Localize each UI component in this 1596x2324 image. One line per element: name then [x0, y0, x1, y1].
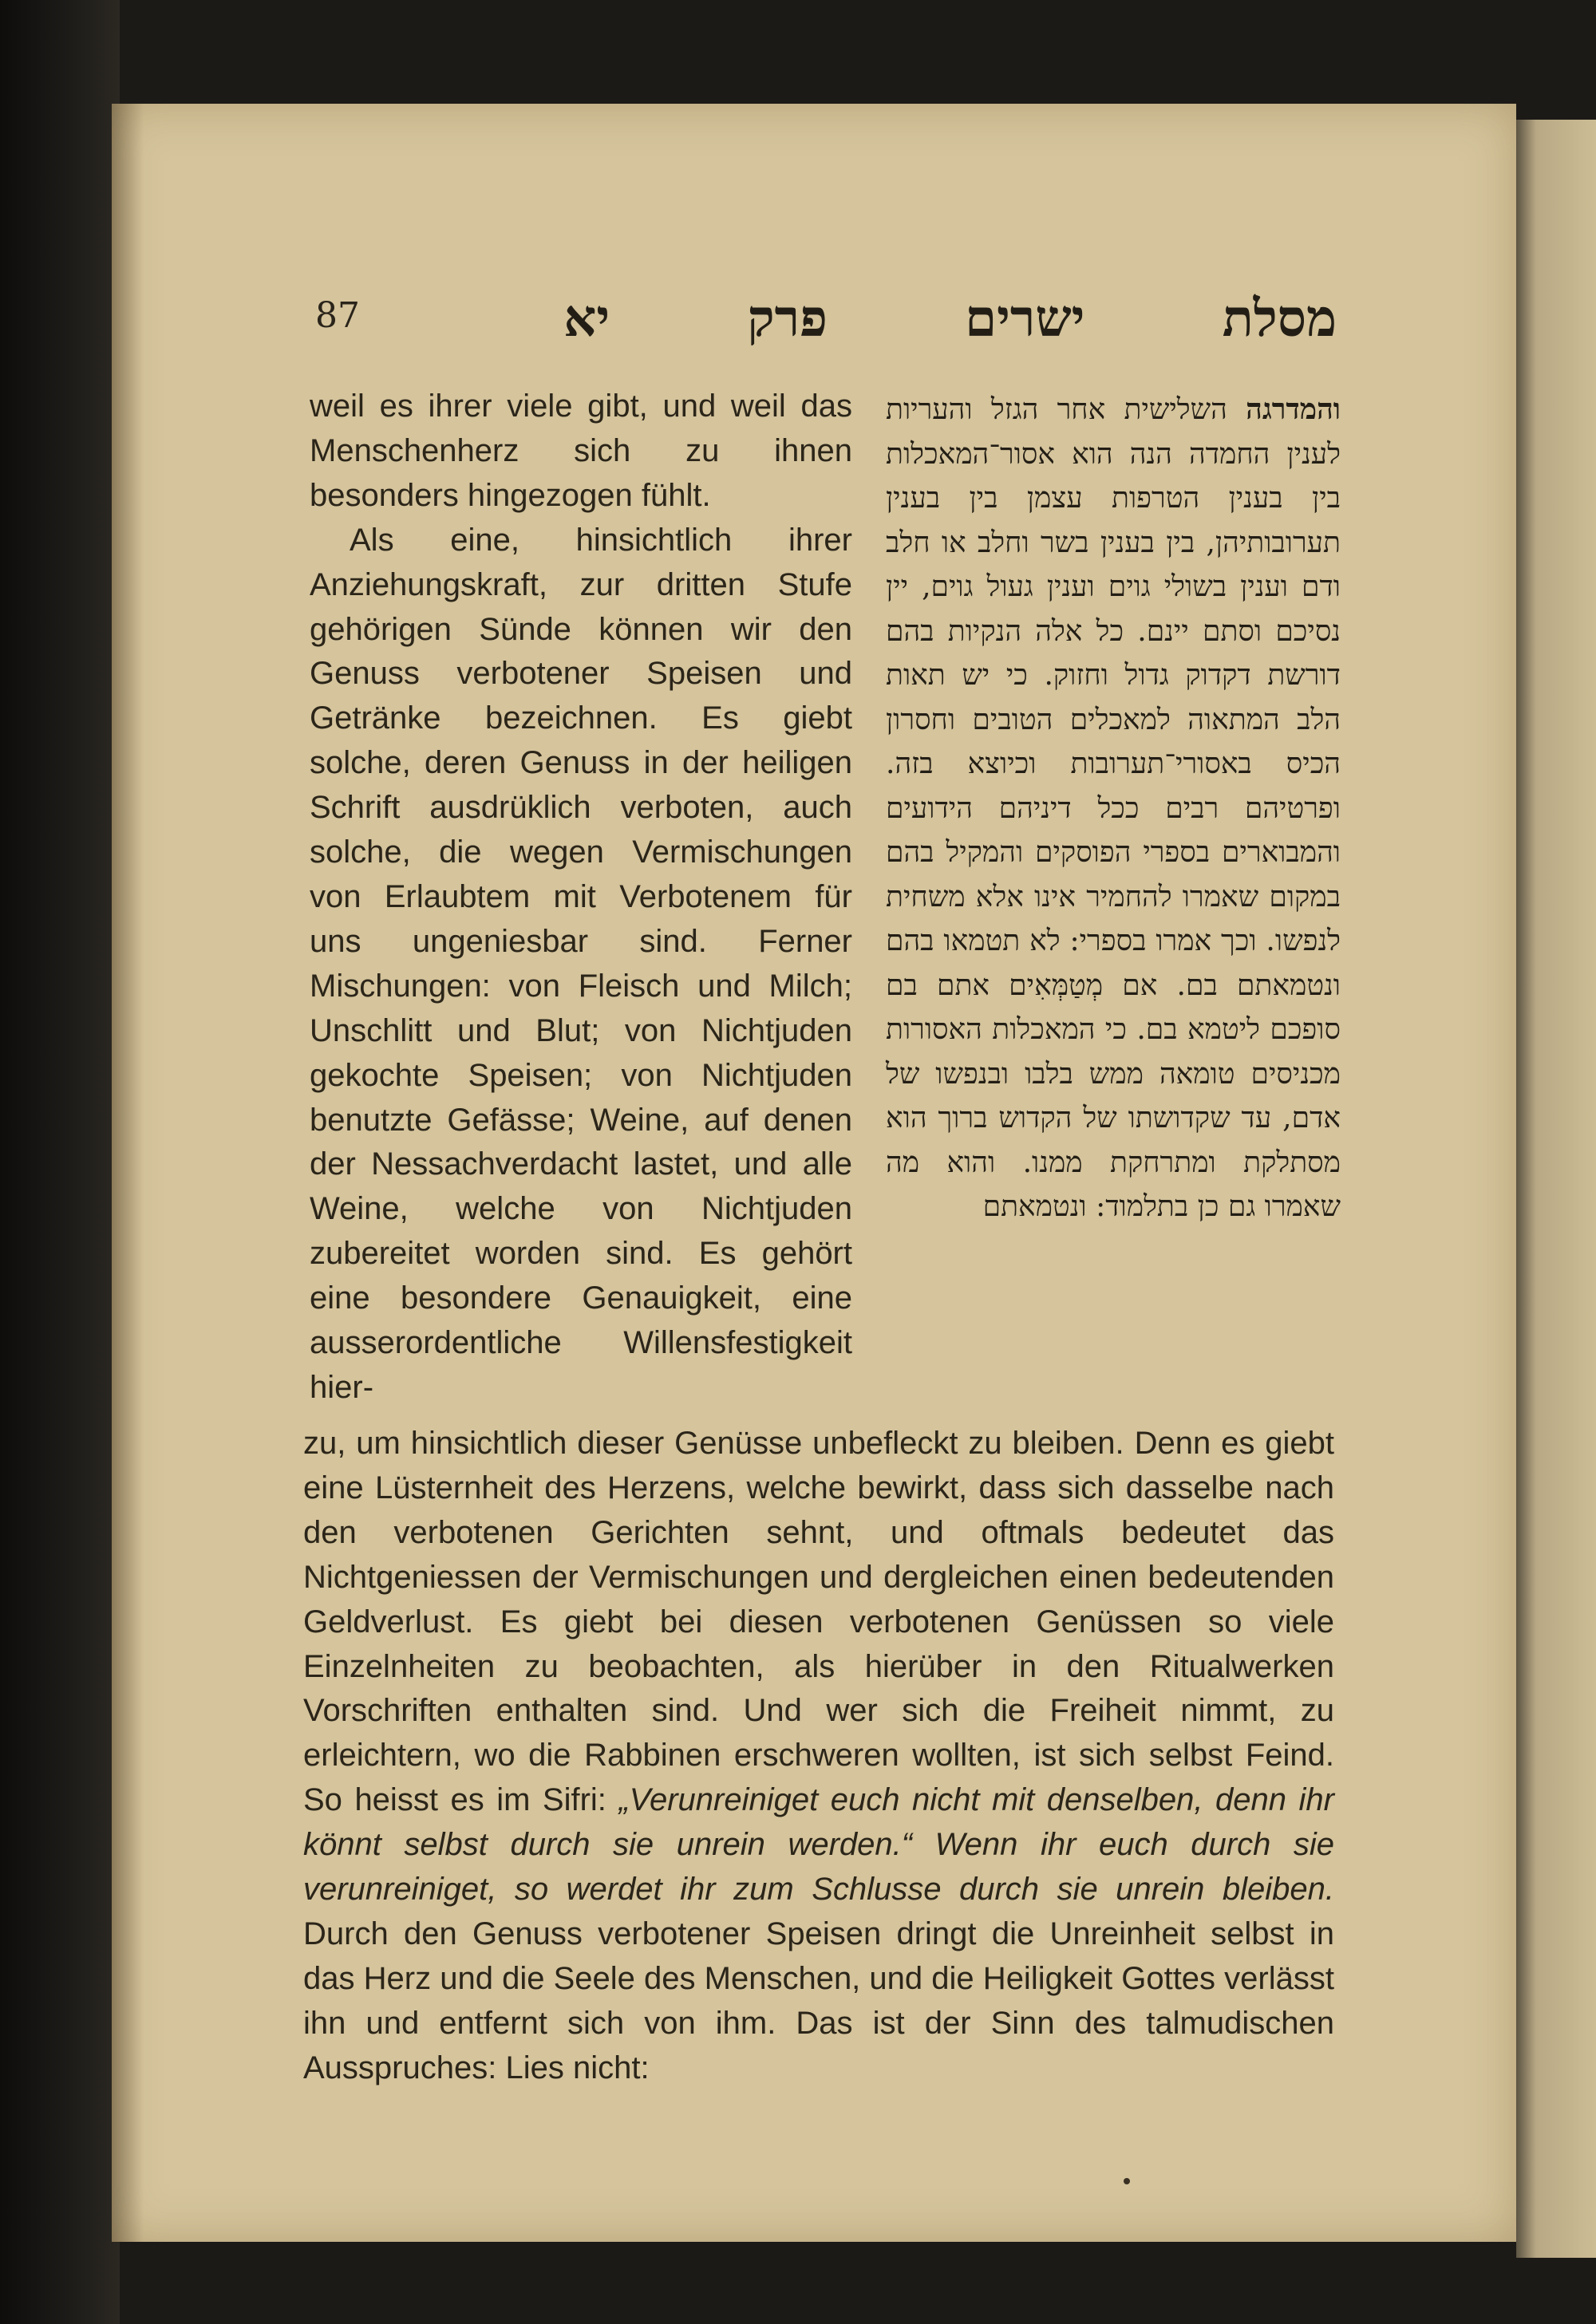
- running-title: מסלת ישרים פרק יא: [563, 289, 1337, 349]
- hebrew-text: השלישית אחר הגזל והעריות לענין החמדה הנה הוא אסור־המאכלות בין בענין הטרפות עצמן בין בענין תערובותיהן, בין בענין בשר וחלב או חלב ודם וענין בשולי גוים וענין געול גוים, יין נסיכם וסתם יינם. כל אלה הנקיות בהם דורשת דקדוק גדול וחזוק. כי יש תאות הלב המתאוה למאכלים הטובים וחסרון הכיס באסורי־תערובות וכיוצא בזה. ופרטיהם רבים ככל דיניהם הידועים והמבוארים בספרי הפוסקים והמקיל בהם במקום שאמרו להחמיר אינו אלא משחית לנפשו. וכך אמרו בספרי: לא תטמאו בהם ונטמאתם בם. אם מְטַמְּאִים אתם בם סופכם ליטמא בם. כי המאכלות האסורות מכניסים טומאה ממש בלבו ובנפשו של אדם, עד שקדושתו של הקדוש ברוך הוא מסתלקת ומתרחקת ממנו. והוא מה שאמרו גם כן בתלמוד: ונטמאתם: [886, 393, 1341, 1223]
- book-binding: [0, 0, 120, 2324]
- german-full-width-text: [303, 1422, 1334, 2091]
- german-paragraph: [303, 1422, 1334, 2091]
- german-text: zu, um hinsichtlich dieser Genüsse unbefleckt zu bleiben. Denn es giebt eine Lüsternheit des Herzens, welche bewirkt, dass sich dasselbe nach den verbotenen Gerichten sehnt, und oftmals bedeutet das Nichtgeniessen der Vermischungen und dergleichen einen bedeutenden Geldverlust. Es giebt bei diesen verbotenen Genüssen so viele Einzelnheiten zu beobachten, als hierüber in den Ritualwerken Vorschriften enthalten sind. Und wer sich die Freiheit nimmt, zu erleichtern, wo die Rabbinen erschweren wollten, ist sich selbst Feind. So heisst es im Sifri:: [303, 1426, 1334, 1818]
- hebrew-column: [886, 388, 1341, 1229]
- sifri-quote: „Verunreiniget euch nicht mit denselben, denn ihr könnt selbst durch sie unrein werden.“ Wenn ihr euch durch sie verunreiniget, so werdet ihr zum Schlusse durch sie unrein bleiben.: [303, 1782, 1334, 1908]
- page-number: 87: [315, 295, 360, 336]
- page-header: [315, 289, 1337, 367]
- hebrew-paragraph: [886, 388, 1341, 1229]
- gutter-shadow: [112, 104, 144, 2242]
- hebrew-first-word: והמדרגה: [1246, 393, 1341, 426]
- facing-page-edge: [1516, 120, 1596, 2258]
- german-column: [310, 385, 852, 1411]
- german-text: Durch den Genuss verbotener Speisen dringt die Unreinheit selbst in das Herz und die Seele des Menschen, und die Heiligkeit Gottes verlässt ihn und entfernt sich von ihm. Das ist der Sinn des talmudischen Ausspruches: Lies nicht:: [303, 1916, 1334, 2085]
- paper-speck: [1124, 2178, 1130, 2184]
- german-paragraph: weil es ihrer viele gibt, und weil das Menschenherz sich zu ihnen besonders hingezogen fühlt.: [310, 389, 852, 513]
- german-paragraph: Als eine, hinsichtlich ihrer Anziehungskraft, zur dritten Stufe gehörigen Sünde können wir den Genuss verbotener Speisen und Getränke bezeichnen. Es giebt solche, deren Genuss in der heiligen Schrift ausdrüklich verboten, auch solche, die wegen Vermischungen von Erlaubtem mit Verbotenem für uns ungeniesbar sind. Ferner Mischungen: von Fleisch und Milch; Unschlitt und Blut; von Nichtjuden gekochte Speisen; von Nichtjuden benutzte Gefässe; Weine, auf denen der Nessachverdacht lastet, und alle Weine, welche von Nichtjuden zubereitet worden sind. Es gehört eine besondere Genauigkeit, eine ausserordentliche Willensfestigkeit hier-: [310, 522, 852, 1405]
